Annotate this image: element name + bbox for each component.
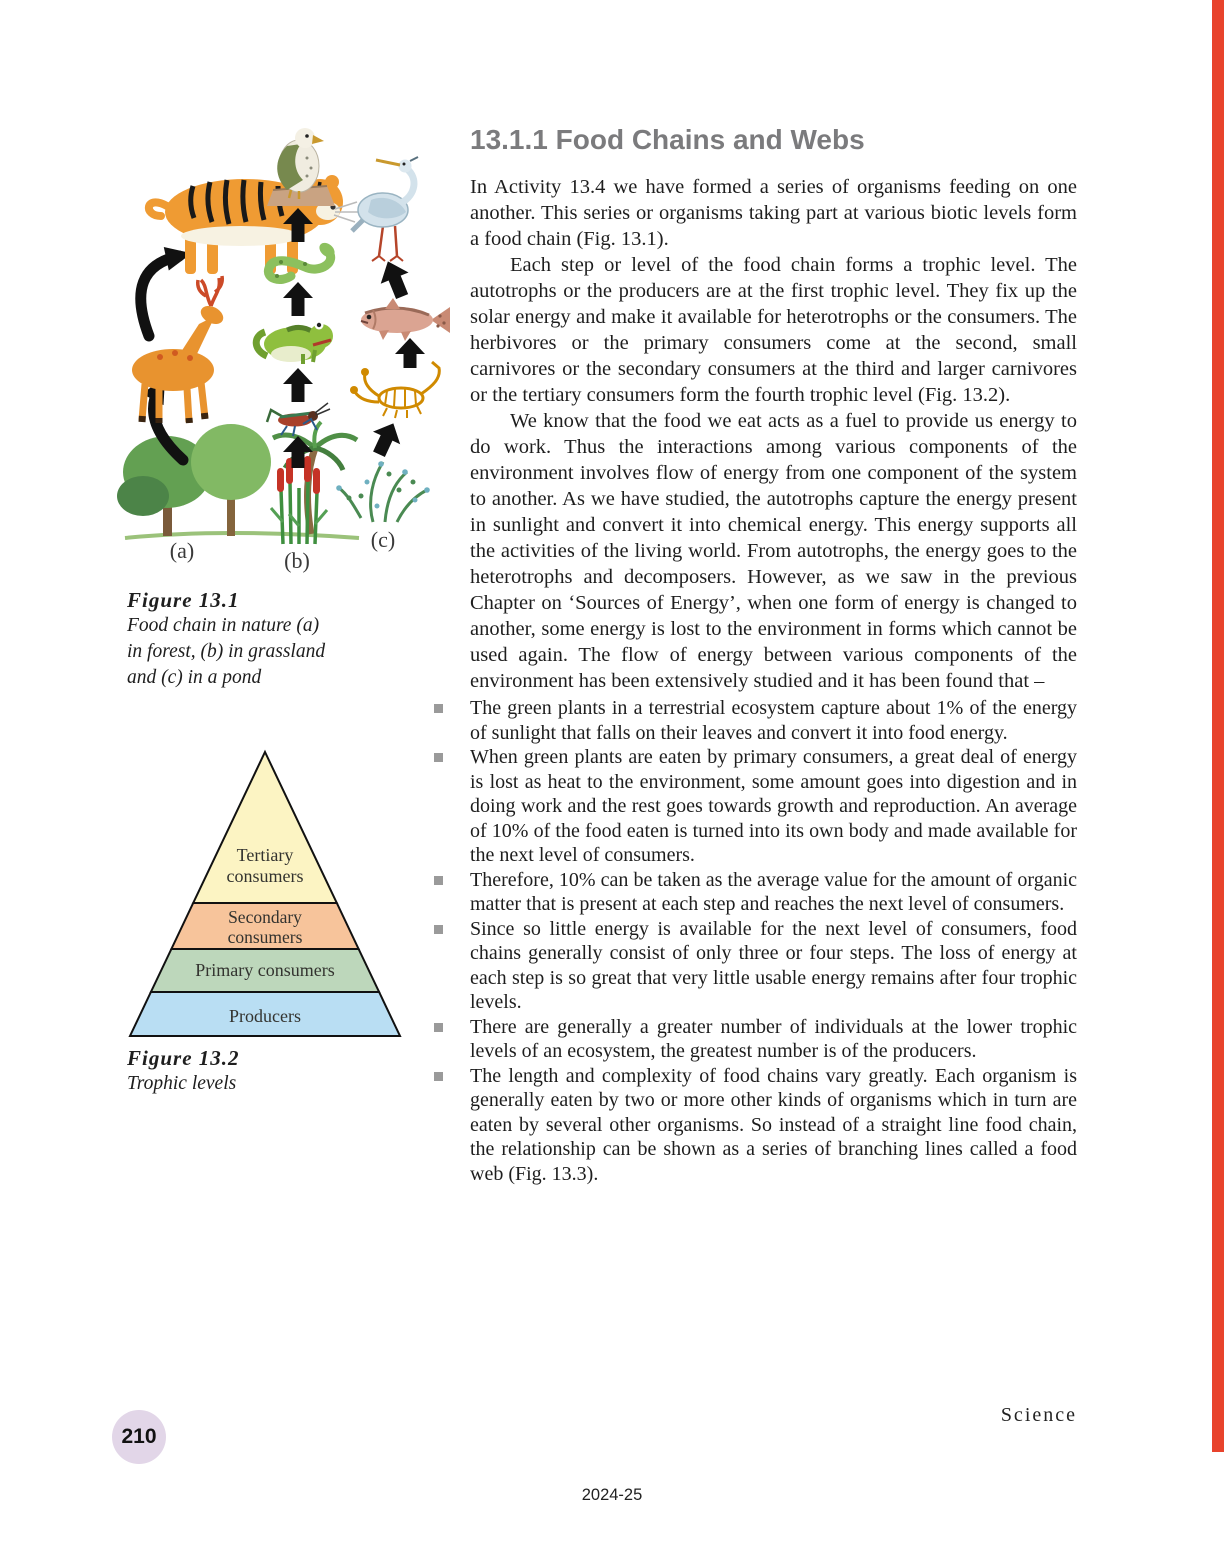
bullet-item: [470, 917, 1077, 1015]
pyramid-primary-label: Primary consumers: [195, 960, 335, 980]
bullet-item: [470, 696, 1077, 745]
paragraph: Each step or level of the food chain forms a trophic level. The autotrophs or the producers are at the first trophic level. They fix up the solar energy and make it available for heterotrophs or the consumers. The herbivores or the primary consumers come at the second, small carnivores or the secondary consumers at the third and larger carnivores or the tertiary consumers form the fourth trophic level (Fig. 13.2).: [470, 254, 1077, 406]
bullet-item: [470, 868, 1077, 917]
pyramid-secondary-label: Secondary consumers: [227, 907, 303, 947]
bullet-text: When green plants are eaten by primary consumers, a great deal of energy is lost as heat to the environment, some amount goes into digestion and in doing work and the rest goes towards growth and reproduction. An average of 10% of the food eaten is turned into its own body and made available for the next level of consumers.: [470, 746, 1077, 866]
figure-13-1-caption-title: Figure 13.1: [127, 588, 240, 612]
page-number: 210: [121, 1425, 157, 1448]
paragraph: In Activity 13.4 we have formed a series of organisms feeding on one another. This series or organisms taking part at various biotic levels form a food chain (Fig. 13.1).: [470, 176, 1077, 250]
arrow-deer-to-tiger: [141, 256, 179, 336]
grasshopper-illustration: [267, 403, 330, 436]
figure-13-1-illustration: [115, 110, 455, 580]
bullet-text: The green plants in a terrestrial ecosystem capture about 1% of the energy of sunlight that falls on their leaves and convert it into food energy.: [470, 697, 1077, 744]
bullet-text: There are generally a greater number of individuals at the lower trophic levels of an ecosystem, the greatest number is of the producers.: [470, 1015, 1077, 1062]
bullet-text: Since so little energy is available for the next level of consumers, food chains generally consist of only three or four steps. The loss of energy at each step is so great that very little usable energy remains after four trophic levels.: [470, 917, 1077, 1013]
figure-13-1-caption: [127, 588, 327, 691]
trophic-pyramid: [120, 748, 410, 1040]
bullet-square-icon: [434, 925, 443, 934]
frog-illustration: [256, 321, 333, 365]
bullet-text: Therefore, 10% can be taken as the average value for the amount of organic matter that is present at each step and reaches the next level of consumers.: [470, 868, 1077, 915]
pyramid-producers-label: Producers: [229, 1006, 301, 1026]
bullet-item: [470, 745, 1077, 868]
heron-illustration: [352, 157, 418, 261]
chain-a-label: (a): [169, 538, 195, 563]
figure-13-1-caption-text: Food chain in nature (a) in forest, (b) in grassland and (c) in a pond: [127, 615, 326, 688]
grass-illustration: [271, 456, 327, 544]
figure-13-2-caption-title: Figure 13.2: [127, 1046, 240, 1070]
chain-b-label: (b): [284, 548, 310, 573]
chapter-edge-bar: [1212, 0, 1224, 1452]
arrow-frog-to-snake: [283, 282, 313, 316]
footer-book-title: Science: [1000, 1404, 1077, 1426]
arrow-fish-to-heron: [374, 256, 416, 302]
section-heading: 13.1.1 Food Chains and Webs: [470, 124, 865, 155]
bullet-square-icon: [434, 753, 443, 762]
bullet-item: [470, 1015, 1077, 1064]
eagle-illustration: [267, 128, 335, 206]
bullet-list: [470, 696, 1077, 1186]
bullet-square-icon: [434, 1023, 443, 1032]
bullet-text: The length and complexity of food chains vary greatly. Each organism is generally eaten by two or more other kinds of organisms which in turn are eaten by several other organisms. So instead of a straight line food chain, the relationship can be shown as a series of branching lines called a food web (Fig. 13.3).: [470, 1064, 1077, 1185]
bullet-square-icon: [434, 704, 443, 713]
pyramid-tertiary-label: Tertiary consumers: [226, 845, 304, 886]
body-text-column: [420, 174, 1077, 1186]
bullet-square-icon: [434, 876, 443, 885]
arrow-plant-to-scorpion: [365, 417, 407, 460]
page-number-badge: [112, 1410, 166, 1464]
trees-illustration: [117, 422, 359, 538]
footer-edition-year: 2024-25: [581, 1486, 643, 1504]
chain-c-label: (c): [370, 527, 396, 552]
bullet-square-icon: [434, 1072, 443, 1081]
aquatic-plant-illustration: [336, 461, 430, 522]
snake-illustration: [268, 240, 337, 280]
arrow-grasshopper-to-frog: [283, 368, 313, 402]
figure-13-2-caption: [127, 1046, 357, 1097]
paragraph: We know that the food we eat acts as a fuel to provide us energy to do work. Thus the interactions among various components of the environment involves flow of energy from one component of the system to another. As we have studied, the autotrophs capture the energy present in sunlight and convert it into chemical energy. This energy supports all the activities of the living world. From autotrophs, the energy goes to the heterotrophs and decomposers. However, as we saw in the previous Chapter on ‘Sources of Energy’, when one form of energy is changed to another, some energy is lost to the environment in forms which cannot be used again. The flow of energy between various components of the environment has been extensively studied and it has been found that –: [470, 410, 1077, 692]
bullet-item: [470, 1064, 1077, 1187]
figure-13-2-caption-text: Trophic levels: [127, 1073, 237, 1094]
